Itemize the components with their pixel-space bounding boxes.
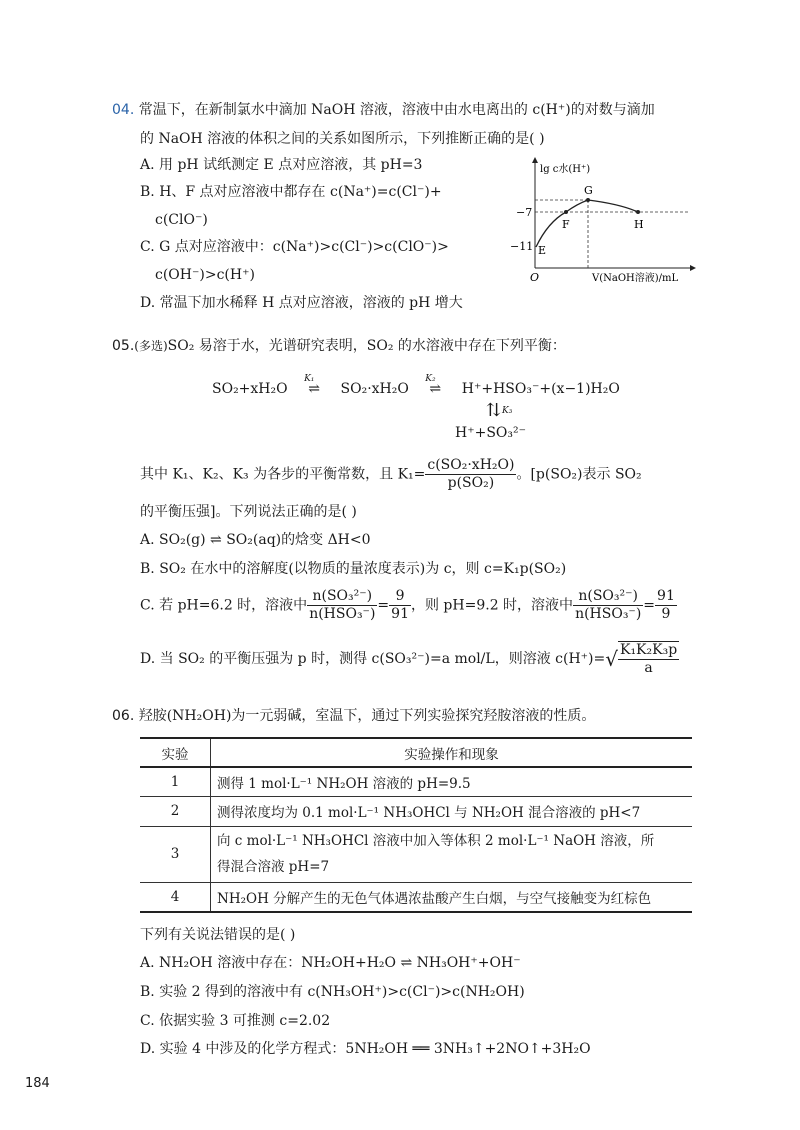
row-id: 1 [140,767,211,796]
k1-denominator: p(SO₂) [447,475,495,491]
point-g [586,198,590,202]
q06-option-d: D. 实验 4 中涉及的化学方程式：5NH₂OH ══ 3NH₃↑+2NO↑+3H₂O [140,1041,591,1057]
q06-line1 [112,706,595,726]
q04-option-b-line1: B. H、F 点对应溶液中都存在 c(Na⁺)=c(Cl⁻)+ [140,184,442,200]
c-ratio1 [307,588,377,623]
q06-option-c: C. 依据实验 3 可推测 c=2.02 [140,1013,331,1029]
k1-fraction [425,457,516,492]
q05-tag: (多选) [134,339,168,353]
experiment-table [140,737,692,913]
c-ratio2-num: n(SO₃²⁻) [573,588,643,606]
curve [536,200,638,247]
q05-option-d [140,641,679,677]
q06-option-a: A. NH₂OH 溶液中存在：NH₂OH+H₂O ⇌ NH₃OH⁺+OH⁻ [140,955,521,971]
eq-part1: SO₂+xH₂O [212,381,288,397]
q04-graph [500,150,700,285]
tick-m11: −11 [510,240,534,253]
c-ratio2-den: n(HSO₃⁻) [575,606,642,622]
label-f: F [562,218,570,231]
q04-option-c-line1: C. G 点对应溶液中：c(Na⁺)>c(Cl⁻)>c(ClO⁻)> [140,239,449,255]
q05-option-b: B. SO₂ 在水中的溶解度(以物质的量浓度表示)为 c，则 c=K₁p(SO₂) [140,561,567,577]
q04-stem-line1: 常温下，在新制氯水中滴加 NaOH 溶液，溶液中由水电离出的 c(H⁺)的对数与滴加 [138,102,655,118]
label-h: H [634,218,644,231]
q05-para1-post: 。[p(SO₂)表示 SO₂ [516,466,642,483]
q05-equation [212,374,620,399]
row-text: 测得浓度均为 0.1 mol·L⁻¹ NH₃OHCl 与 NH₂OH 混合溶液的 pH<7 [211,796,693,826]
c-value2-num: 91 [657,588,675,604]
q05-option-a: A. SO₂(g) ⇌ SO₂(aq)的焓变 ΔH<0 [140,532,371,548]
tick-m7: −7 [516,206,533,219]
point-h [636,210,640,214]
table-header-row [140,738,692,767]
q04-number: 04. [112,102,135,118]
q05-c-mid: ，则 pH=9.2 时，溶液中 [410,597,574,614]
q04-option-b-line2: c(ClO⁻) [155,212,208,228]
q05-d-pre: D. 当 SO₂ 的平衡压强为 p 时，测得 c(SO₃²⁻)=a mol/L，则溶液 c(H⁺)= [140,651,606,667]
d-sqrt-fraction [618,641,679,677]
q05-number: 05. [112,338,135,354]
q04-option-d: D. 常温下加水稀释 H 点对应溶液，溶液的 pH 增大 [140,295,463,311]
eq-lower-product: H⁺+SO₃²⁻ [455,425,527,441]
q04-line1 [112,100,655,120]
c-value1-num: 9 [389,588,411,606]
eq-k2-label: K₂ [425,374,436,384]
row-id: 3 [140,826,211,882]
q05-c-pre: C. 若 pH=6.2 时，溶液中 [140,597,308,614]
q06-stem: 羟胺(NH₂OH)为一元弱碱，室温下，通过下列实验探究羟胺溶液的性质。 [138,708,596,724]
q05-stem: SO₂ 易溶于水，光谱研究表明，SO₂ 的水溶液中存在下列平衡： [167,338,566,354]
row-text: NH₂OH 分解产生的无色气体遇浓盐酸产生白烟，与空气接触变为红棕色 [211,882,693,912]
c-eq2: = [643,597,656,614]
c-value2-den: 9 [661,606,671,622]
row-text-line1: 向 c mol·L⁻¹ NH₃OHCl 溶液中加入等体积 2 mol·L⁻¹ NaOH 溶液，所 [217,833,655,849]
c-eq1: = [377,597,390,614]
table-row [140,796,692,826]
d-sqrt-den: a [644,660,653,676]
y-axis-label: lg c水(H⁺) [540,164,591,175]
q05-line1 [112,336,566,356]
q05-para1 [140,457,642,492]
q04-stem-line2: 的 NaOH 溶液的体积之间的关系如图所示，下列推断正确的是( ) [140,131,545,147]
eq-k1-label: K₁ [304,374,315,384]
table-row [140,826,692,882]
c-value1-den: 91 [391,606,409,622]
label-e: E [538,244,547,257]
q05-para2: 的平衡压强]。下列说法正确的是( ) [140,504,357,520]
d-sqrt-num: K₁K₂K₃p [619,642,678,658]
table-row [140,882,692,912]
row-text [211,826,693,882]
q05-option-c [140,588,677,623]
c-ratio1-num: n(SO₃²⁻) [307,588,377,606]
eq-arrow-k1: K₁ ⇌ [292,379,336,399]
row-text-line2: 得混合溶液 pH=7 [217,859,330,875]
eq-arrow-k2: K₂ ⇌ [413,379,457,399]
eq-part2: SO₂·xH₂O [340,381,409,397]
point-f [564,210,568,214]
c-ratio1-den: n(HSO₃⁻) [309,606,376,622]
c-value1 [389,588,411,623]
q04-option-c-line2: c(OH⁻)>c(H⁺) [155,267,255,283]
q04-option-a: A. 用 pH 试纸测定 E 点对应溶液，其 pH=3 [140,157,423,173]
row-id: 4 [140,882,211,912]
q06-number: 06. [112,708,135,724]
table-header-col2: 实验操作和现象 [211,738,693,767]
origin-label: O [530,271,540,284]
label-g: G [584,184,593,197]
c-ratio2 [573,588,643,623]
page-number: 184 [25,1076,50,1091]
eq-part3: H⁺+HSO₃⁻+(x−1)H₂O [461,381,620,397]
q05-para1-pre: 其中 K₁、K₂、K₃ 为各步的平衡常数，且 K₁= [140,466,426,483]
q06-option-b: B. 实验 2 得到的溶液中有 c(NH₃OH⁺)>c(Cl⁻)>c(NH₂OH) [140,984,525,1000]
c-value2 [655,588,677,623]
table-row [140,767,692,796]
k1-numerator: c(SO₂·xH₂O) [427,457,515,473]
sqrt-sign: √ [605,647,618,671]
eq-k3-label: K₃ [502,406,513,416]
row-text: 测得 1 mol·L⁻¹ NH₂OH 溶液的 pH=9.5 [211,767,693,796]
row-id: 2 [140,796,211,826]
table-header-col1: 实验 [140,738,211,767]
x-axis-label: V(NaOH溶液)/mL [592,273,679,284]
q06-question: 下列有关说法错误的是( ) [140,927,296,943]
eq-arrow-k3: ⇅ [486,400,502,421]
